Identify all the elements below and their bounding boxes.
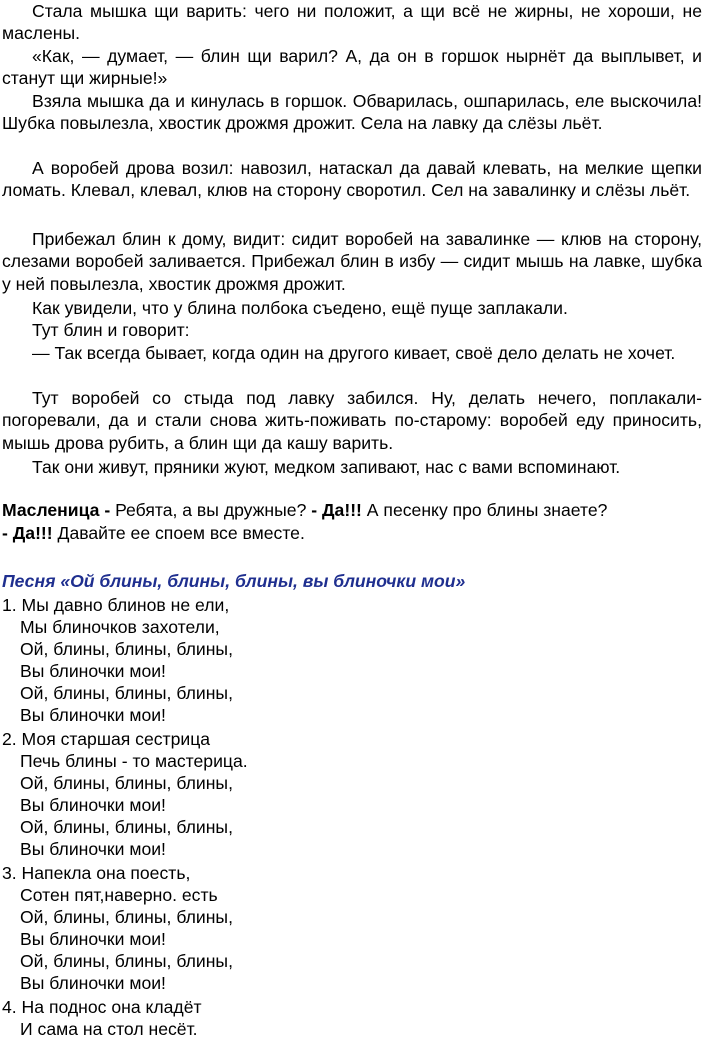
story-paragraph-8: — Так всегда бывает, когда один на другого кивает, своё дело делать не хочет.	[32, 343, 676, 363]
song-line: Вы блиночки мои!	[20, 795, 166, 815]
story-paragraph-6: Как увидели, что у блина полбока съедено, ещё пуще заплакали.	[32, 298, 568, 318]
song-line: 1. Мы давно блинов не ели,	[2, 595, 230, 615]
dialogue-question-1: Ребята, а вы дружные?	[110, 500, 312, 520]
dialogue-speaker: Масленица -	[2, 500, 111, 520]
song-line: 4. На поднос она кладёт	[2, 997, 202, 1017]
song-line: Мы блиночков захотели,	[20, 617, 220, 637]
dialogue-question-2: А песенку про блины знаете?	[361, 500, 608, 520]
song-line: Ой, блины, блины, блины,	[20, 683, 233, 703]
song-title: Песня «Ой блины, блины, блины, вы блиночки мои»	[2, 571, 466, 591]
song-line: Сотен пят,наверно. есть	[20, 885, 218, 905]
song-line: 2. Моя старшая сестрица	[2, 729, 211, 749]
song-line: Вы блиночки мои!	[20, 661, 166, 681]
story-paragraph-3: Взяла мышка да и кинулась в горшок. Обварилась, ошпарилась, еле выскочила! Шубка повылезла, хвостик дрожмя дрожит. Села на лавку да слёзы льёт.	[2, 91, 702, 134]
dialogue-line-1	[2, 499, 607, 521]
dialogue-question-3: Давайте ее споем все вместе.	[52, 523, 305, 543]
story-paragraph-9: Тут воробей со стыда под лавку забился. Ну, делать нечего, поплакали-погоревали, да и стали снова жить-поживать по-старому: воробей еду приносить, мышь дрова рубить, а блин щи да кашу варить.	[2, 388, 702, 453]
dialogue-line-2	[2, 522, 305, 544]
story-paragraph-1: Стала мышка щи варить: чего ни положит, а щи всё не жирны, не хороши, не маслены.	[2, 1, 702, 44]
song-line: Печь блины - то мастерица.	[20, 751, 248, 771]
story-paragraph-2: «Как, — думает, — блин щи варил? А, да он в горшок нырнёт да выплывет, и станут щи жирные!»	[2, 46, 702, 89]
story-paragraph-5: Прибежал блин к дому, видит: сидит воробей на завалинке — клюв на сторону, слезами воробей заливается. Прибежал блин в избу — сидит мышь на лавке, шубка у ней повылезла, хвостик дрожмя дрожит.	[2, 229, 702, 294]
song-line: Ой, блины, блины, блины,	[20, 907, 233, 927]
story-paragraph-10: Так они живут, пряники жуют, медком запивают, нас с вами вспоминают.	[32, 457, 621, 477]
story-paragraph-4: А воробей дрова возил: навозил, натаскал да давай клевать, на мелкие щепки ломать. Клевал, клевал, клюв на сторону своротил. Сел на завалинку и слёзы льёт.	[2, 158, 702, 201]
song-line: 3. Напекла она поесть,	[2, 863, 191, 883]
story-paragraph-7: Тут блин и говорит:	[32, 320, 190, 340]
song-line: Ой, блины, блины, блины,	[20, 639, 233, 659]
song-line: Вы блиночки мои!	[20, 973, 166, 993]
song-line: Вы блиночки мои!	[20, 839, 166, 859]
song-line: Ой, блины, блины, блины,	[20, 951, 233, 971]
song-line: Ой, блины, блины, блины,	[20, 817, 233, 837]
song-line: Вы блиночки мои!	[20, 929, 166, 949]
song-line: Вы блиночки мои!	[20, 705, 166, 725]
dialogue-answer-1: - Да!!!	[311, 500, 362, 520]
dialogue-answer-2: - Да!!!	[2, 523, 53, 543]
song-line: И сама на стол несёт.	[20, 1019, 198, 1039]
song-line: Ой, блины, блины, блины,	[20, 773, 233, 793]
